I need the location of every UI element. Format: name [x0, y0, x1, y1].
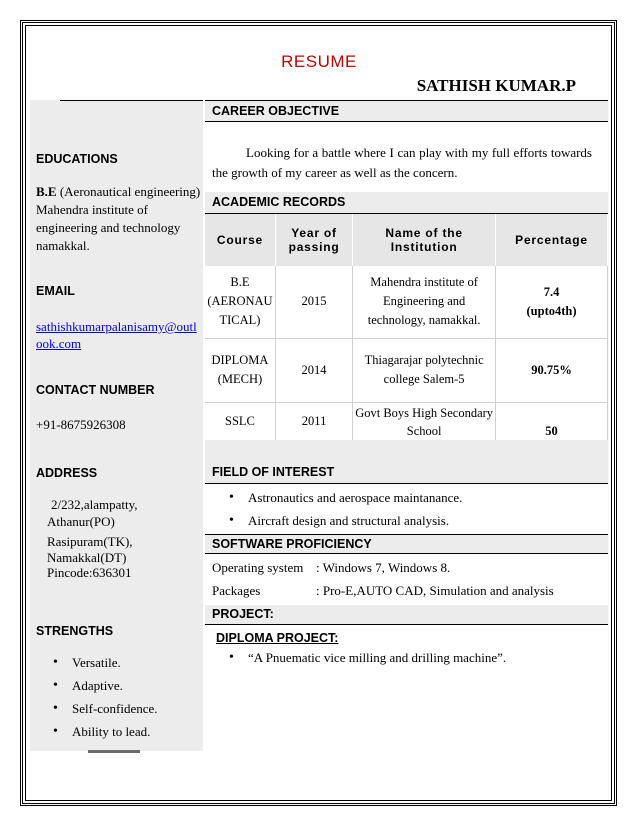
course-cell: DIPLOMA (MECH) — [205, 338, 275, 402]
table-header-row — [205, 214, 608, 266]
candidate-name: SATHISH KUMAR.P — [416, 76, 576, 95]
strengths-heading: STRENGTHS — [36, 624, 114, 638]
phone-number: +91-8675926308 — [36, 417, 126, 432]
left-bottom-bar — [88, 750, 140, 753]
field-of-interest-heading: FIELD OF INTEREST — [205, 462, 608, 484]
percentage-cell: 90.75% — [496, 338, 608, 402]
column-header: Name of the Institution — [353, 214, 496, 266]
packages-label: Packages — [212, 583, 261, 598]
strengths-list — [46, 655, 201, 740]
academic-records-heading: ACADEMIC RECORDS — [205, 192, 608, 214]
packages-value: : Pro-E,AUTO CAD, Simulation and analysis — [316, 583, 554, 598]
strength-item: • Ability to lead. — [46, 724, 201, 740]
section-spacer — [205, 440, 608, 462]
percentage-value: 7.4 — [543, 284, 560, 299]
column-header: Percentage — [496, 214, 608, 266]
os-label: Operating system — [212, 560, 304, 575]
percentage-cell — [496, 266, 608, 338]
education-degree-line — [36, 183, 200, 201]
percentage-cell: 50 — [496, 402, 608, 441]
strength-item: • Versatile. — [46, 655, 201, 671]
column-header: Year of passing — [275, 214, 352, 266]
strength-item: • Adaptive. — [46, 678, 201, 694]
institution-cell: Thiagarajar polytechnic college Salem-5 — [353, 338, 496, 402]
education-degree: B.E — [36, 184, 57, 199]
academic-records-table — [205, 214, 608, 442]
project-item: • “A Pnuematic vice milling and drilling machine”. — [222, 650, 602, 666]
interest-item: • Astronautics and aerospace maintanance. — [222, 490, 602, 506]
os-value: : Windows 7, Windows 8. — [316, 560, 451, 575]
education-branch: (Aeronautical engineering) — [56, 184, 201, 199]
email-link-2[interactable]: ook.com — [36, 336, 82, 351]
course-cell: SSLC — [205, 402, 275, 441]
interest-list — [222, 490, 602, 529]
left-divider — [60, 100, 203, 101]
year-cell: 2011 — [275, 402, 352, 441]
address-line: Pincode:636301 — [47, 565, 132, 580]
address-line: Rasipuram(TK), — [47, 534, 133, 549]
year-cell: 2014 — [275, 338, 352, 402]
diploma-project-heading: DIPLOMA PROJECT: — [216, 631, 339, 645]
address-line: Namakkal(DT) — [47, 550, 127, 565]
address-heading: ADDRESS — [36, 466, 98, 480]
year-cell: 2015 — [275, 266, 352, 338]
education-place: namakkal. — [36, 238, 90, 253]
table-row — [205, 266, 608, 338]
email-heading: EMAIL — [36, 284, 75, 298]
career-objective-heading: CAREER OBJECTIVE — [205, 100, 608, 122]
education-institute: Mahendra institute of — [36, 202, 148, 217]
interest-item: • Aircraft design and structural analysis. — [222, 513, 602, 529]
education-institute-2: engineering and technology — [36, 220, 181, 235]
contact-heading: CONTACT NUMBER — [36, 383, 155, 397]
address-line: 2/232,alampatty, — [51, 497, 138, 512]
project-list — [222, 650, 602, 666]
strength-item: • Self-confidence. — [46, 701, 201, 717]
software-proficiency-heading: SOFTWARE PROFICIENCY — [205, 534, 608, 554]
institution-cell: Mahendra institute of Engineering and technology, namakkal. — [353, 266, 496, 338]
career-objective-text: Looking for a battle where I can play with my full efforts towards the growth of my career as well as the concern. — [212, 145, 592, 180]
table-row — [205, 338, 608, 402]
project-heading: PROJECT: — [205, 605, 608, 625]
column-header: Course — [205, 214, 275, 266]
institution-cell: Govt Boys High Secondary School — [353, 402, 496, 441]
address-line: Athanur(PO) — [47, 514, 115, 529]
education-heading: EDUCATIONS — [36, 152, 118, 166]
table-row — [205, 402, 608, 441]
resume-title: RESUME — [281, 52, 357, 71]
percentage-note: (upto4th) — [526, 303, 577, 318]
email-link[interactable]: sathishkumarpalanisamy@outl — [36, 319, 197, 334]
course-cell: B.E (AERONAU TICAL) — [205, 266, 275, 338]
